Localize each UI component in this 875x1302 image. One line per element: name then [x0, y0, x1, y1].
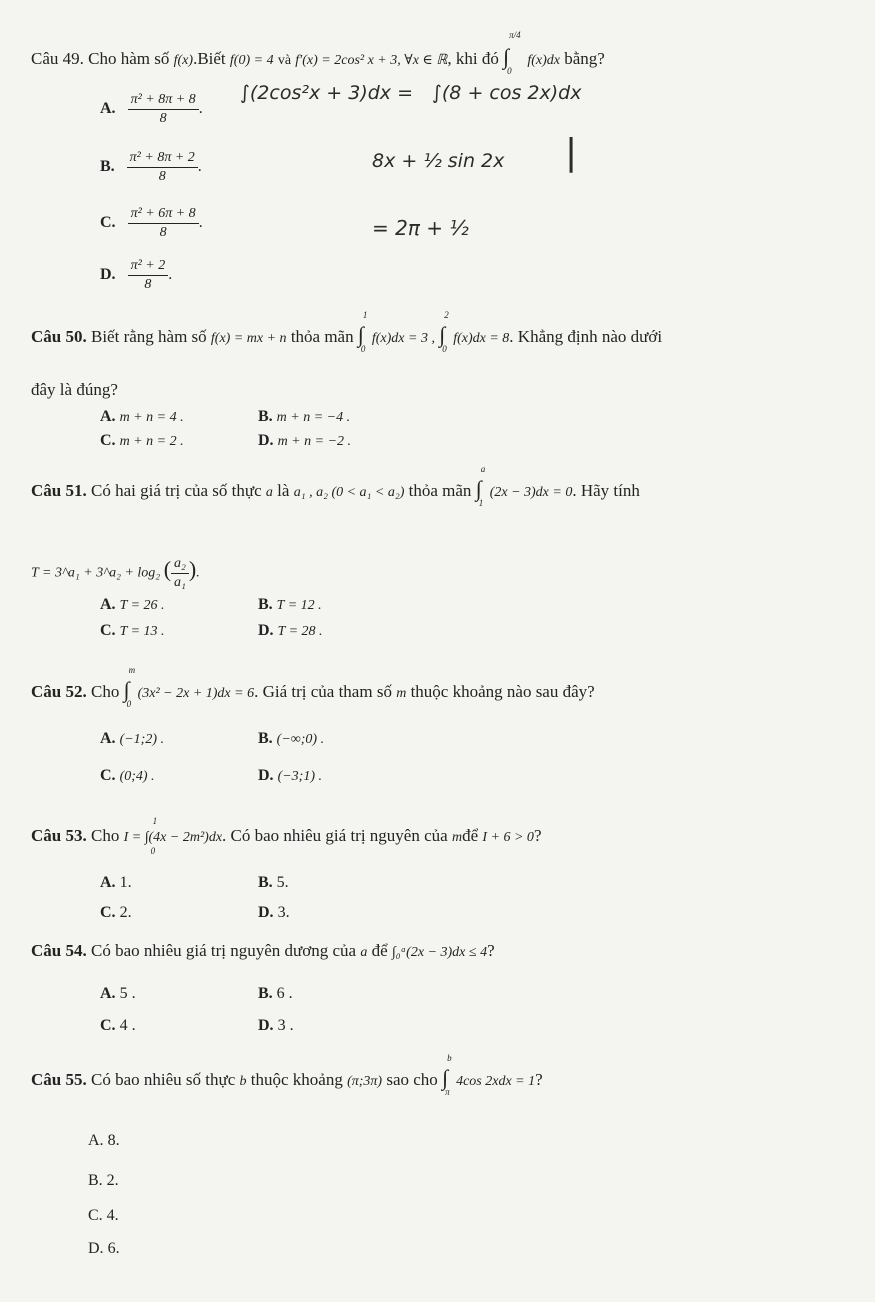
option-letter: D.	[88, 1240, 104, 1257]
option-text: 5 .	[119, 985, 136, 1002]
option-letter: D.	[100, 266, 116, 284]
fraction	[127, 150, 198, 185]
option-text: m + n = 2 .	[119, 434, 184, 449]
question-text: đây là đúng?	[31, 380, 118, 399]
option-c[interactable]: C. $\frac{\text{π² + 6π + 8}}{8}$ .	[100, 206, 203, 240]
option-letter: B.	[88, 1172, 103, 1189]
question-text: Có bao nhiêu số thực	[90, 1070, 236, 1089]
question-text: bằng?	[564, 49, 605, 68]
option-d[interactable]	[258, 904, 290, 922]
option-a[interactable]	[100, 874, 132, 892]
math-expr: I + 6 > 0	[482, 830, 534, 845]
math-expr: f′(x) = 2cos² x + 3, ∀x ∈ ℝ	[295, 53, 448, 68]
question-text: ?	[533, 826, 542, 845]
math-expr: f(x)dx	[527, 53, 561, 68]
lower-limit: 1	[478, 498, 484, 508]
option-letter: D.	[258, 904, 274, 921]
option-c[interactable]	[100, 622, 165, 640]
option-d[interactable]	[258, 622, 323, 640]
option-text: m + n = −4 .	[276, 410, 351, 425]
option-letter: D.	[258, 622, 274, 639]
option-letter: C.	[88, 1207, 103, 1224]
upper-limit: a	[480, 464, 486, 474]
math-expr: 4cos 2xdx = 1	[456, 1074, 536, 1089]
option-text: 3.	[277, 904, 290, 921]
math-expr: f(x)dx = 3 ,	[371, 331, 435, 346]
question-text: để	[462, 826, 479, 845]
option-letter: B.	[258, 408, 273, 425]
option-b[interactable]	[258, 730, 324, 748]
question-text: , khi đó	[447, 49, 499, 68]
option-letter: B.	[258, 730, 273, 747]
option-text: (−1;2) .	[119, 732, 164, 747]
option-b[interactable]: B. $\frac{\text{π² + 8π + 2}}{8}$ .	[100, 150, 202, 184]
option-letter: C.	[100, 1017, 116, 1034]
math-expr: a	[360, 945, 368, 960]
integral-sign: ∫ a 1	[475, 464, 486, 508]
option-b[interactable]	[88, 1172, 119, 1190]
handwritten-bracket-icon: |	[565, 132, 578, 173]
option-text: 6.	[107, 1240, 120, 1257]
upper-limit: b	[447, 1053, 452, 1063]
integral-sign: ∫ 2 0	[439, 310, 449, 354]
question-text: Cho hàm số	[88, 49, 170, 68]
math-expr: a₁ , a₂ (0 < a₁ < a₂)	[293, 485, 405, 500]
integral-sign: ∫ π/4 0	[503, 30, 521, 76]
option-d[interactable]: D. $\frac{\text{π² + 2}}{8}$ .	[100, 258, 173, 292]
option-text: 2.	[119, 904, 132, 921]
math-expr: T = 3^a₁ + 3^a₂ + log₂	[31, 565, 161, 581]
option-text: T = 28 .	[277, 624, 323, 639]
question-49	[31, 30, 605, 76]
option-letter: C.	[100, 622, 116, 639]
question-label: Câu 51.	[31, 481, 87, 500]
handwritten-note: ∫(8 + cos 2x)dx	[432, 82, 582, 104]
integral-sign: ∫ b π	[442, 1053, 452, 1097]
question-50	[31, 310, 663, 354]
option-letter: B.	[100, 158, 115, 176]
fraction	[128, 258, 169, 293]
option-a[interactable]	[100, 730, 164, 748]
question-text: thuộc khoảng nào sau đây?	[410, 682, 595, 701]
option-letter: C.	[100, 904, 116, 921]
question-text: Cho	[90, 682, 120, 701]
option-text: 3 .	[277, 1017, 294, 1034]
numerator: π² + 2	[128, 258, 169, 276]
option-a[interactable]	[100, 408, 184, 426]
question-text: ?	[487, 941, 495, 960]
question-label: Câu 50.	[31, 327, 87, 346]
denominator: 8	[144, 277, 152, 292]
option-letter: D.	[258, 767, 274, 784]
math-expr: (2x − 3)dx = 0	[489, 485, 573, 500]
lower-limit: 0	[150, 846, 156, 856]
question-text: là	[277, 481, 290, 500]
question-54	[31, 941, 495, 961]
option-text: (−∞;0) .	[276, 732, 325, 747]
upper-limit: 1	[152, 816, 158, 826]
question-text: sao cho	[386, 1070, 438, 1089]
option-letter: A.	[100, 408, 116, 425]
math-expr: b	[239, 1074, 247, 1089]
question-text: thuộc khoảng	[250, 1070, 343, 1089]
option-a[interactable]	[100, 985, 136, 1003]
question-text: Có bao nhiêu giá trị nguyên dương của	[90, 941, 357, 960]
option-letter: B.	[258, 985, 273, 1002]
lower-limit: π	[445, 1087, 450, 1097]
option-text: (0;4) .	[119, 769, 155, 784]
question-55	[31, 1053, 543, 1097]
math-expr: f(x) = mx + n	[210, 331, 287, 346]
option-letter: C.	[100, 214, 116, 232]
option-a[interactable]	[88, 1132, 120, 1150]
option-d[interactable]	[258, 1017, 294, 1035]
math-expr: m	[396, 686, 407, 701]
option-text: T = 13 .	[119, 624, 165, 639]
upper-limit: π/4	[509, 30, 521, 40]
option-d[interactable]	[88, 1240, 120, 1258]
option-text: 8.	[107, 1132, 120, 1149]
option-text: m + n = −2 .	[277, 434, 352, 449]
option-letter: B.	[258, 596, 273, 613]
math-expr: m	[451, 830, 463, 845]
numerator: π² + 8π + 2	[127, 150, 198, 168]
question-53	[31, 816, 542, 856]
lower-limit: 0	[126, 699, 132, 709]
option-letter: D.	[258, 432, 274, 449]
option-d[interactable]	[258, 767, 322, 785]
option-letter: A.	[100, 874, 116, 891]
question-text: Biết rằng hàm số	[90, 327, 207, 346]
math-expr: (3x² − 2x + 1)dx = 6	[137, 686, 255, 701]
math-expr: (π;3π)	[347, 1074, 383, 1089]
denominator: 8	[159, 225, 167, 240]
option-text: T = 26 .	[119, 598, 165, 613]
math-expr: f(x)	[173, 53, 194, 68]
denominator: a₁	[174, 575, 186, 590]
option-a[interactable]	[100, 596, 165, 614]
fraction	[128, 92, 199, 127]
option-letter: A.	[100, 100, 116, 118]
option-letter: C.	[100, 432, 116, 449]
option-text: 4.	[106, 1207, 119, 1224]
numerator: π² + 8π + 8	[128, 92, 199, 110]
handwritten-note: 8x + ½ sin 2x	[372, 150, 505, 172]
option-letter: A.	[100, 730, 116, 747]
upper-limit: 2	[444, 310, 449, 320]
option-b[interactable]	[258, 408, 350, 426]
option-c[interactable]	[100, 432, 184, 450]
lower-limit: 0	[507, 66, 512, 76]
option-text: 1.	[119, 874, 132, 891]
option-letter: D.	[258, 1017, 274, 1034]
question-52	[31, 665, 595, 709]
question-text: Có hai giá trị của số thực	[90, 481, 262, 500]
question-text: . Hãy tính	[572, 481, 640, 500]
question-text: . Khẳng định nào dưới	[509, 327, 663, 346]
option-text: 6 .	[276, 985, 293, 1002]
question-text: .Biết	[193, 49, 226, 68]
handwritten-note: = 2π + ½	[372, 216, 469, 240]
question-label: Câu 52.	[31, 682, 87, 701]
question-text: thỏa mãn	[290, 327, 354, 346]
question-text: thỏa mãn	[408, 481, 472, 500]
option-letter: A.	[88, 1132, 104, 1149]
fraction	[128, 206, 199, 241]
math-expr: I = ∫(4x − 2m²)dx	[123, 830, 223, 845]
option-c[interactable]	[100, 767, 155, 785]
option-letter: B.	[258, 874, 273, 891]
option-text: m + n = 4 .	[119, 410, 184, 425]
option-a[interactable]: A. $\frac{\text{π² + 8π + 8}}{8}$ .	[100, 92, 203, 126]
question-label: Câu 49.	[31, 49, 84, 68]
integral-sign: ∫ 1 0	[357, 310, 368, 354]
question-label: Câu 54.	[31, 941, 87, 960]
option-c[interactable]	[100, 1017, 136, 1035]
question-text: . Có bao nhiêu giá trị nguyên của	[222, 826, 448, 845]
question-text: và	[277, 53, 292, 68]
upper-limit: 1	[362, 310, 368, 320]
question-51	[31, 464, 640, 508]
option-d[interactable]	[258, 432, 351, 450]
math-expr: f(0) = 4	[229, 53, 274, 68]
question-label: Câu 53.	[31, 826, 87, 845]
option-text: 4 .	[119, 1017, 136, 1034]
integral-sign: ∫ m 0	[123, 665, 136, 709]
option-b[interactable]	[258, 874, 289, 892]
option-text: 5.	[276, 874, 289, 891]
denominator: 8	[158, 169, 166, 184]
denominator: 8	[159, 111, 167, 126]
fraction	[171, 556, 189, 591]
question-text: . Giá trị của tham số	[254, 682, 392, 701]
question-text: ?	[535, 1070, 543, 1089]
question-text: Cho	[90, 826, 120, 845]
formula-t: T = 3^a₁ + 3^a₂ + log₂ ( $\frac{\text{a₂}}{\text{a₁}}$ ).	[31, 556, 200, 590]
option-c[interactable]	[100, 904, 132, 922]
option-text: (−3;1) .	[277, 769, 322, 784]
option-text: 2.	[106, 1172, 119, 1189]
option-b[interactable]	[258, 985, 293, 1003]
math-expr: ∫₀ᵃ(2x − 3)dx ≤ 4	[391, 945, 488, 960]
option-c[interactable]	[88, 1207, 119, 1225]
option-text: T = 12 .	[276, 598, 322, 613]
option-letter: C.	[100, 767, 116, 784]
upper-limit: m	[128, 665, 136, 675]
math-expr: a	[265, 485, 273, 500]
integral-block	[123, 816, 223, 856]
lower-limit: 0	[442, 344, 447, 354]
option-letter: A.	[100, 596, 116, 613]
handwritten-note: ∫(2cos²x + 3)dx =	[240, 82, 413, 104]
math-expr: f(x)dx = 8	[453, 331, 510, 346]
question-text: để	[371, 941, 388, 960]
numerator: a₂	[171, 556, 189, 574]
option-b[interactable]	[258, 596, 322, 614]
lower-limit: 0	[360, 344, 366, 354]
question-label: Câu 55.	[31, 1070, 87, 1089]
option-letter: A.	[100, 985, 116, 1002]
numerator: π² + 6π + 8	[128, 206, 199, 224]
